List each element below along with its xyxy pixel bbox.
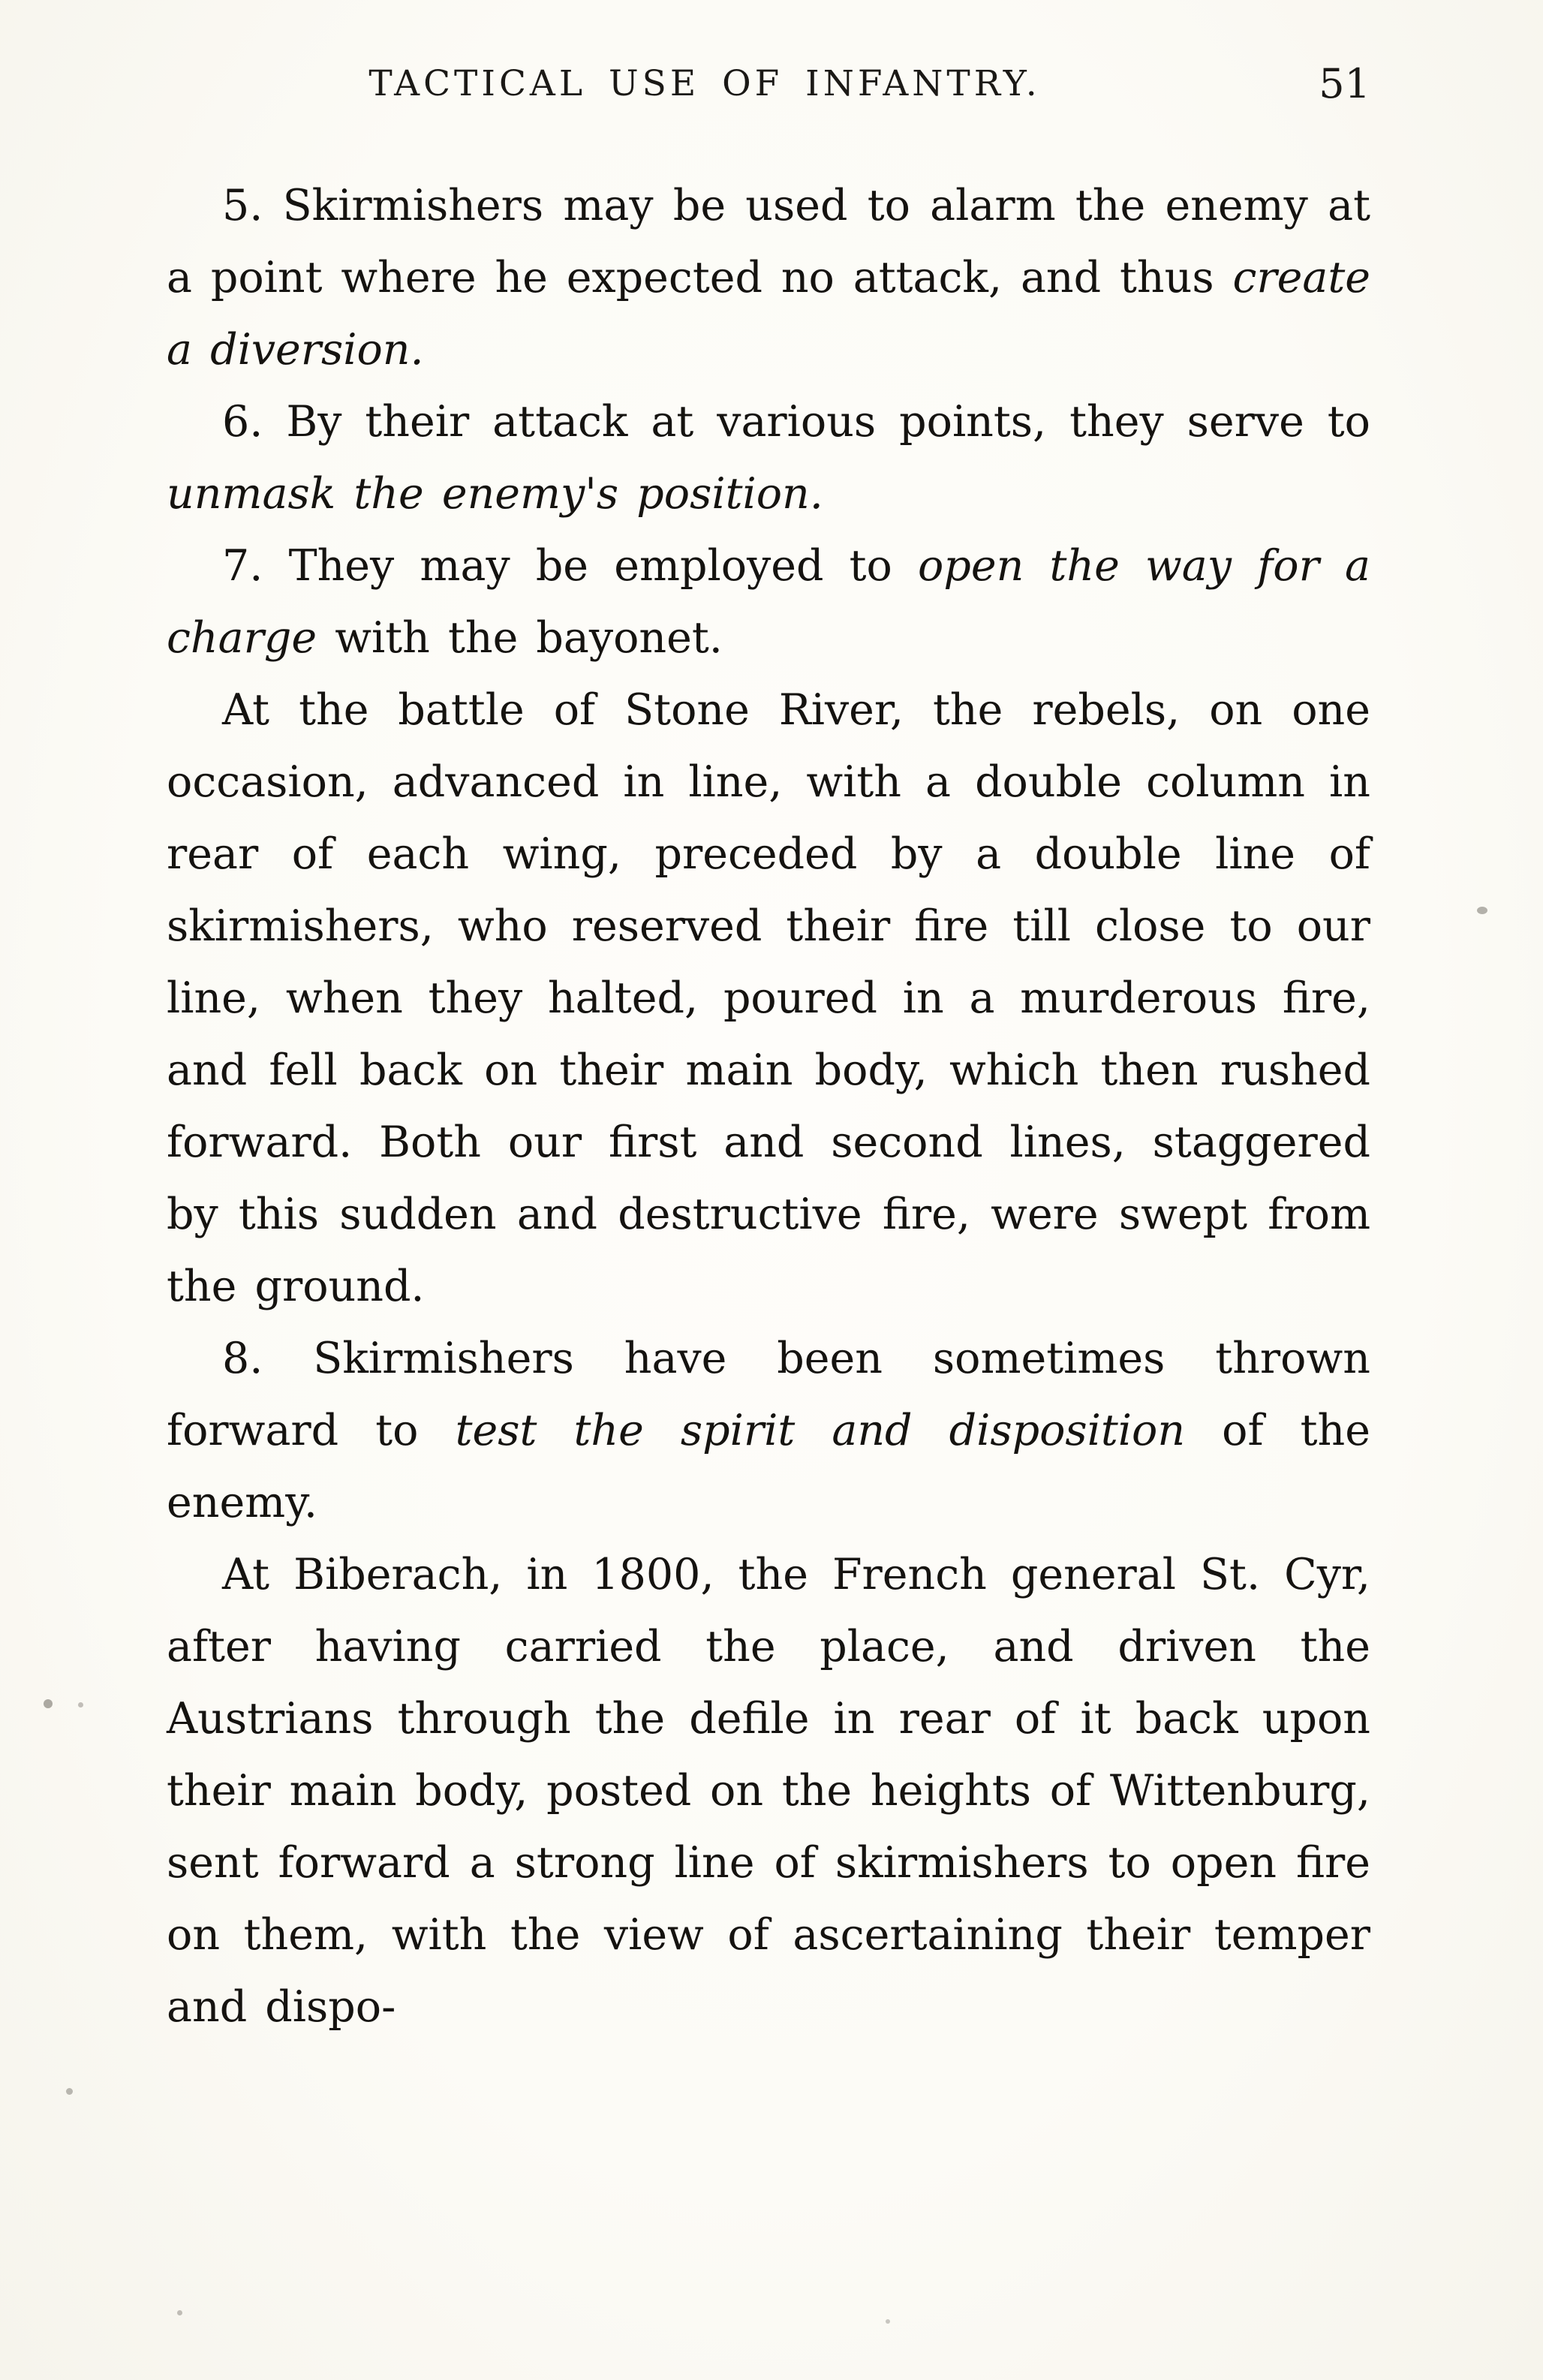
page-header: [167, 60, 1370, 116]
paragraph-text-italic: test the spirit and disposition: [455, 1406, 1186, 1455]
page-header-title: TACTICAL USE OF INFANTRY.: [368, 63, 1041, 104]
paragraph-item-7: [167, 530, 1370, 674]
paragraph-text: 5. Skirmishers may be used to alarm the enemy at a point where he expected no attack, and thus: [167, 181, 1370, 302]
scan-artifact: [177, 2310, 182, 2315]
paragraph-text: At the battle of Stone River, the rebels, on one occasion, advanced in line, with a double column in rear of each wing, preceded by a double line of skirmishers, who reserved their fire till close to our line, when they halted, poured in a murderous fire, and fell back on their main body, which then rushed forward. Both our first and second lines, staggered by this sudden and destructive fire, were swept from the ground.: [167, 685, 1370, 1311]
paragraph-text-italic: unmask the enemy's position.: [167, 469, 823, 519]
paragraph-item-8: [167, 1322, 1370, 1539]
paragraph-text-italic: create a diversion.: [167, 253, 1370, 375]
paragraph-text: with the bayonet.: [317, 613, 723, 663]
paragraph-biberach: [167, 1539, 1370, 2043]
page-body: [167, 170, 1370, 2043]
paragraph-item-5: [167, 170, 1370, 386]
paragraph-stone-river: [167, 674, 1370, 1322]
scan-artifact: [886, 2319, 890, 2324]
scan-artifact: [78, 1702, 83, 1708]
paragraph-text: At Biberach, in 1800, the French general St. Cyr, after having carried the place, and driven the Austrians through the defile in rear of it back upon their main body, posted on the heights of Wittenburg, sent forward a strong line of skirmishers to open fire on them, with the view of ascertaining their temper and dispo-: [167, 1550, 1370, 2032]
page-content: [167, 60, 1370, 2043]
page-number: 51: [1319, 60, 1370, 107]
paragraph-item-6: [167, 386, 1370, 530]
scan-artifact: [1477, 907, 1487, 914]
scan-artifact: [44, 1699, 53, 1708]
paragraph-text: 6. By their attack at various points, they serve to: [222, 397, 1370, 447]
paragraph-text: 8. Skirmishers have been sometimes thrown forward to: [167, 1334, 1370, 1455]
scan-artifact: [66, 2088, 73, 2095]
paragraph-text: 7. They may be employed to: [222, 541, 919, 591]
paragraph-text: of the enemy.: [167, 1406, 1370, 1527]
paragraph-text-italic: open the way for a charge: [167, 541, 1370, 663]
